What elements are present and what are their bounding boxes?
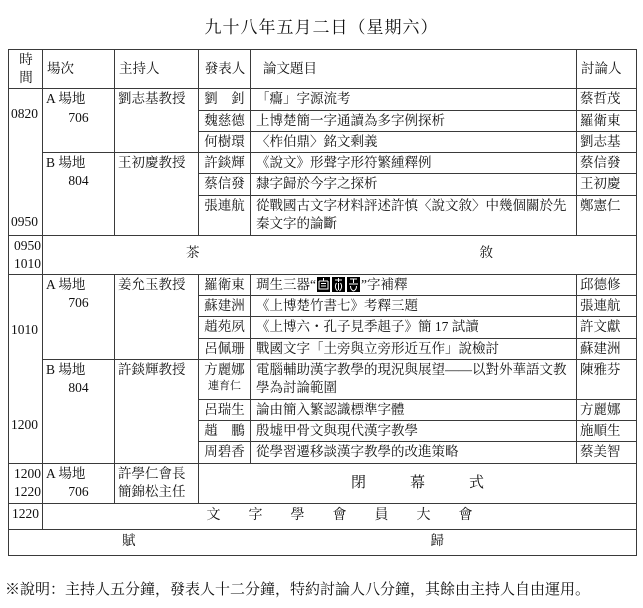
discussant-cell: 蔡哲茂 [577, 89, 637, 110]
host-name: 簡錦松主任 [118, 483, 186, 499]
time-end: 1010 [14, 255, 41, 271]
tea-break-row [9, 235, 637, 274]
tea-break-cell [43, 235, 637, 274]
discussant-cell: 羅衛東 [577, 110, 637, 131]
discussant-cell: 王初慶 [577, 174, 637, 195]
presenter-cell: 趙苑夙 [199, 317, 251, 338]
closing-ceremony-cell [199, 463, 637, 503]
venue-cell [43, 359, 115, 463]
presenter-cell: 張連航 [199, 195, 251, 235]
venue-name: A 場地 [46, 91, 86, 107]
time-start: 0950 [14, 237, 41, 253]
time-cell-break [9, 235, 43, 274]
discussant-cell: 陳雅芬 [577, 359, 637, 399]
member-assembly-label: 文字學會員大會 [206, 507, 501, 523]
discussant-cell: 蔡美智 [577, 442, 637, 463]
venue-name: A 場地 [46, 465, 86, 481]
venue-name: B 場地 [46, 361, 86, 377]
venue-cell [43, 153, 115, 235]
presenter-cell: 蔡信發 [199, 174, 251, 195]
time-cell-session1 [9, 89, 43, 235]
discussant-cell: 邱德修 [577, 274, 637, 295]
venue-cell [43, 274, 115, 359]
discussant-cell: 許文獻 [577, 317, 637, 338]
presenter-cell: 羅衛東 [199, 274, 251, 295]
room-number: 706 [68, 483, 89, 499]
paper-title-prefix: 琱生三器“ [256, 276, 316, 292]
presenter-cell [199, 359, 251, 399]
paper-title-cell: 《上博楚竹書七》考釋三題 [251, 296, 577, 317]
paper-title-cell: 上博楚簡一字通讀為多字例探析 [251, 110, 577, 131]
venue-cell [43, 463, 115, 503]
presenter-cell: 趙 鵬 [199, 421, 251, 442]
schedule-row [9, 89, 637, 110]
time-end: 0950 [11, 214, 38, 230]
dismissal-row [9, 529, 637, 555]
closing-ceremony-label: 閉幕式 [350, 474, 528, 491]
paper-title-suffix: ”字補釋 [361, 276, 408, 292]
dismissal-label-left: 賦 [122, 533, 136, 549]
ancient-glyph-image-2 [332, 277, 345, 292]
paper-title-cell: 電腦輔助漢字教學的現況與展望——以對外華語文教學為討論範圍 [251, 359, 577, 399]
paper-title-cell: 從學習遷移談漢字教學的改進策略 [251, 442, 577, 463]
conference-schedule-table [8, 49, 637, 556]
host-name: 許學仁會長 [118, 465, 186, 481]
paper-title-cell: 〈柞伯鼎〉銘文剩義 [251, 131, 577, 152]
paper-title-cell: 《說文》形聲字形符繁緟釋例 [251, 153, 577, 174]
discussant-cell: 施順生 [577, 421, 637, 442]
room-number: 706 [68, 109, 89, 125]
ancient-glyph-image-1 [317, 277, 330, 292]
time-start: 1010 [11, 321, 38, 337]
presenter-cell: 呂瑞生 [199, 399, 251, 420]
time-cell-assembly: 1220 [9, 503, 43, 529]
schedule-row [9, 274, 637, 295]
schedule-row [9, 359, 637, 399]
time-end: 1200 [11, 417, 38, 433]
time-start: 1200 [14, 465, 41, 481]
discussant-cell: 方麗娜 [577, 399, 637, 420]
presenter-cell: 蘇建洲 [199, 296, 251, 317]
member-assembly-cell [43, 503, 637, 529]
room-number: 804 [68, 380, 89, 396]
dismissal-label-right: 歸 [430, 533, 444, 549]
tea-break-label-right: 敘 [479, 245, 493, 261]
host-cell: 姜允玉教授 [115, 274, 199, 359]
paper-title-cell: 論由簡入繁認識標準字體 [251, 399, 577, 420]
time-end: 1220 [14, 483, 41, 499]
header-time: 時間 [9, 50, 43, 89]
schedule-row [9, 153, 637, 174]
discussant-cell: 劉志基 [577, 131, 637, 152]
header-host: 主持人 [115, 50, 199, 89]
co-presenter-name: 連育仁 [208, 380, 241, 393]
presenter-name: 方麗娜 [204, 361, 245, 377]
table-header-row [9, 50, 637, 89]
venue-name: A 場地 [46, 276, 86, 292]
paper-title-cell: 從戰國古文字材料評述許慎〈說文敘〉中幾個關於先秦文字的論斷 [251, 195, 577, 235]
footnote: ※說明：主持人五分鐘，發表人十二分鐘，特約討論人八分鐘，其餘由主持人自由運用。 [5, 581, 591, 598]
page-title: 九十八年五月二日（星期六） [204, 18, 439, 37]
dismissal-cell [9, 529, 637, 555]
time-cell-session2 [9, 274, 43, 463]
host-cell [115, 463, 199, 503]
presenter-cell: 周碧香 [199, 442, 251, 463]
header-presenter: 發表人 [199, 50, 251, 89]
paper-title-cell: 隸字歸於今字之探析 [251, 174, 577, 195]
room-number: 804 [68, 173, 89, 189]
header-discussant: 討論人 [577, 50, 637, 89]
venue-cell [43, 89, 115, 153]
paper-title-cell-with-glyphs [251, 274, 577, 295]
member-assembly-row [9, 503, 637, 529]
host-cell: 劉志基教授 [115, 89, 199, 153]
host-cell: 許錟輝教授 [115, 359, 199, 463]
presenter-cell: 呂佩珊 [199, 338, 251, 359]
room-number: 706 [68, 295, 89, 311]
presenter-cell: 魏慈德 [199, 110, 251, 131]
paper-title-cell: 殷墟甲骨文與現代漢字教學 [251, 421, 577, 442]
paper-title-cell: 「癟」字源流考 [251, 89, 577, 110]
discussant-cell: 鄭憲仁 [577, 195, 637, 235]
header-paper: 論文題目 [251, 50, 577, 89]
presenter-cell: 何樹環 [199, 131, 251, 152]
paper-title-cell: 《上博六・孔子見季趄子》簡 17 試讀 [251, 317, 577, 338]
venue-name: B 場地 [46, 155, 86, 171]
discussant-cell: 蔡信發 [577, 153, 637, 174]
host-cell: 王初慶教授 [115, 153, 199, 235]
presenter-cell: 劉 釗 [199, 89, 251, 110]
header-session: 場次 [43, 50, 115, 89]
closing-ceremony-row [9, 463, 637, 503]
paper-title-cell: 戰國文字「土旁與立旁形近互作」說檢討 [251, 338, 577, 359]
time-cell-closing [9, 463, 43, 503]
presenter-cell: 許錟輝 [199, 153, 251, 174]
ancient-glyph-image-3 [347, 277, 360, 292]
time-start: 0820 [11, 106, 38, 122]
discussant-cell: 張連航 [577, 296, 637, 317]
tea-break-label-left: 茶 [186, 245, 200, 261]
discussant-cell: 蘇建洲 [577, 338, 637, 359]
